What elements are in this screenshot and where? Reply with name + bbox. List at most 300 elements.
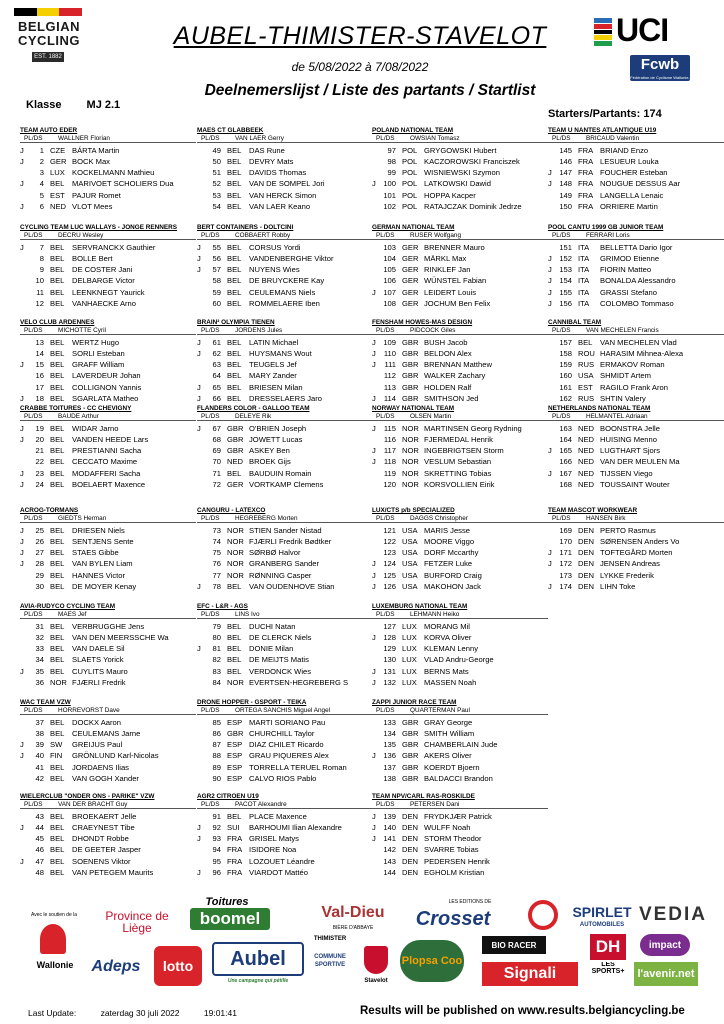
- rider-name: MARTINSEN Georg Rydning: [424, 423, 522, 433]
- last-update: [28, 1008, 259, 1018]
- rider-nationality: DEN: [578, 536, 595, 546]
- rider-row: [372, 643, 548, 654]
- rider-name: PERTO Rasmus: [600, 525, 656, 535]
- team-block: [197, 507, 373, 592]
- rider-row: [372, 750, 548, 761]
- team-block: [197, 405, 373, 490]
- rider-name: HOPPA Kacper: [424, 190, 476, 200]
- rider-bib-number: 12: [35, 298, 44, 308]
- rider-bib-number: 130: [383, 655, 396, 665]
- rider-nationality: FRA: [227, 845, 243, 855]
- pl-ds-label: PL/DS: [201, 412, 220, 420]
- rider-row: [548, 156, 724, 167]
- rider-row: [197, 275, 373, 286]
- rider-nationality: NOR: [402, 457, 419, 467]
- rider-row: [372, 833, 548, 844]
- rider-junior-flag: J: [197, 337, 201, 347]
- rider-bib-number: 167: [559, 468, 572, 478]
- rider-bib-number: 37: [35, 717, 44, 727]
- team-name: CYCLING TEAM LUC WALLAYS - JONGE RENNERS: [20, 224, 178, 231]
- rider-name: SHMIDT Artem: [600, 371, 651, 381]
- team-director: [197, 707, 373, 715]
- rider-name: TOFTEGÅRD Morten: [600, 548, 673, 558]
- rider-nationality: GER: [402, 265, 419, 275]
- pl-ds-label: PL/DS: [376, 134, 395, 142]
- rider-bib-number: 8: [39, 253, 44, 263]
- rider-nationality: BEL: [50, 457, 65, 467]
- team-director: [372, 801, 548, 809]
- team-director: [197, 801, 373, 809]
- rider-bib-number: 150: [559, 201, 572, 211]
- team-director: [372, 611, 548, 619]
- director-name: OLSEN Martin: [410, 412, 452, 420]
- rider-bib-number: 118: [383, 457, 396, 467]
- rider-bib-number: 35: [35, 666, 44, 676]
- rider-name: LYKKE Frederik: [600, 570, 654, 580]
- rider-bib-number: 27: [35, 548, 44, 558]
- rider-row: [20, 677, 196, 688]
- rider-bib-number: 109: [383, 337, 396, 347]
- rider-bib-number: 112: [383, 371, 396, 381]
- rider-bib-number: 99: [387, 168, 396, 178]
- team-block: [372, 405, 548, 490]
- pl-ds-label: PL/DS: [552, 326, 571, 334]
- rider-bib-number: 161: [559, 382, 572, 392]
- rider-row: [20, 242, 196, 253]
- rider-row: [372, 581, 548, 592]
- rider-bib-number: 85: [212, 717, 221, 727]
- rider-name: TOUSSAINT Wouter: [600, 479, 670, 489]
- director-name: MICHOTTE Cyril: [58, 326, 106, 334]
- rider-row: [372, 382, 548, 393]
- rider-junior-flag: [197, 621, 207, 632]
- rider-row: [20, 264, 196, 275]
- rider-junior-flag: J: [372, 834, 376, 844]
- team-name: ZAPPI JUNIOR RACE TEAM: [372, 699, 457, 706]
- rider-name: LEENKNEGT Yaurick: [72, 287, 145, 297]
- rider-junior-flag: J: [20, 360, 24, 370]
- rider-junior-flag: J: [20, 525, 24, 535]
- rider-name: MARIVOET SCHOLIERS Dua: [72, 179, 174, 189]
- director-name: VAN LAER Gerry: [235, 134, 284, 142]
- team-name: NETHERLANDS NATIONAL TEAM: [548, 405, 651, 412]
- rider-nationality: NED: [50, 201, 67, 211]
- rider-bib-number: 140: [383, 822, 396, 832]
- rider-name: MARY Zander: [249, 371, 297, 381]
- rider-junior-flag: [548, 348, 558, 359]
- rider-junior-flag: J: [20, 145, 24, 155]
- rider-junior-flag: [197, 287, 207, 298]
- rider-name: VAN DER MEULEN Ma: [600, 457, 680, 467]
- stavelot-crest-icon: [364, 946, 388, 974]
- rider-row: [548, 570, 724, 581]
- rider-bib-number: 82: [212, 655, 221, 665]
- plopsa-coo-logo: Plopsa Coo: [400, 940, 464, 982]
- rider-name: EGHOLM Kristian: [424, 867, 485, 877]
- rider-junior-flag: [372, 434, 382, 445]
- rider-name: KACZOROWSKI Franciszek: [424, 156, 520, 166]
- rider-nationality: BEL: [50, 265, 65, 275]
- rider-name: DHONDT Robbe: [72, 834, 129, 844]
- rider-nationality: FRA: [578, 201, 594, 211]
- rider-junior-flag: [548, 190, 558, 201]
- rider-bib-number: 111: [384, 360, 396, 370]
- rider-row: [372, 337, 548, 348]
- rider-name: SKRETTING Tobias: [424, 468, 492, 478]
- rider-nationality: BEL: [227, 179, 242, 189]
- rider-row: [197, 666, 373, 677]
- rider-bib-number: 114: [383, 393, 396, 403]
- rider-nationality: DEN: [402, 845, 419, 855]
- rider-name: EVERTSEN-HEGREBERG S: [249, 677, 349, 687]
- rider-row: [197, 479, 373, 490]
- rider-junior-flag: [20, 728, 30, 739]
- rider-bib-number: 113: [383, 382, 396, 392]
- rider-name: HARASIM Mihnea-Alexa: [600, 348, 684, 358]
- rider-junior-flag: J: [20, 434, 24, 444]
- rider-nationality: SUI: [227, 822, 240, 832]
- rider-name: SMITH William: [424, 728, 475, 738]
- rider-junior-flag: J: [197, 265, 201, 275]
- dh-logo: DH: [590, 934, 626, 960]
- rider-nationality: BEL: [50, 717, 65, 727]
- rider-nationality: NOR: [227, 677, 244, 687]
- rider-nationality: BEL: [227, 655, 242, 665]
- rider-name: HANNES Victor: [72, 570, 126, 580]
- team-name: ACROG-TORMANS: [20, 507, 79, 514]
- rider-bib-number: 42: [35, 773, 44, 783]
- team-name: WIELERCLUB "ONDER ONS - PARIKE" VZW: [20, 793, 155, 800]
- rider-junior-flag: [372, 156, 382, 167]
- team-block: [548, 405, 724, 490]
- rider-nationality: GBR: [227, 423, 244, 433]
- team-name: LUX/CTS p/b SPECIALIZED: [372, 507, 455, 514]
- team-director: [20, 515, 196, 523]
- rider-name: DE CLERCK Niels: [249, 632, 312, 642]
- rider-name: VORTKAMP Clemens: [249, 479, 324, 489]
- rider-bib-number: 71: [212, 468, 221, 478]
- rider-bib-number: 4: [39, 179, 44, 189]
- class-value: MJ 2.1: [86, 99, 121, 111]
- rider-bib-number: 54: [212, 201, 221, 211]
- director-name: GIEDTS Herman: [58, 514, 107, 522]
- rider-name: RØNNING Casper: [249, 570, 312, 580]
- rider-bib-number: 168: [559, 479, 572, 489]
- rider-bib-number: 17: [35, 382, 44, 392]
- rider-junior-flag: [20, 833, 30, 844]
- rider-row: [197, 423, 373, 434]
- rider-bib-number: 117: [383, 446, 396, 456]
- rider-row: [548, 558, 724, 569]
- rider-nationality: LUX: [50, 168, 65, 178]
- team-director: [20, 611, 196, 619]
- rider-name: KLEMAN Lenny: [424, 644, 479, 654]
- team-block: [372, 699, 548, 784]
- rider-nationality: LUX: [402, 644, 417, 654]
- rider-bib-number: 74: [212, 536, 221, 546]
- rider-row: [372, 654, 548, 665]
- rider-nationality: NOR: [402, 423, 419, 433]
- uci-logo-text: UCI: [616, 12, 669, 48]
- rider-bib-number: 103: [383, 242, 396, 252]
- rider-nationality: GER: [402, 287, 419, 297]
- rider-nationality: BEL: [50, 762, 65, 772]
- rider-row: [548, 525, 724, 536]
- rider-nationality: USA: [402, 581, 418, 591]
- rider-nationality: BEL: [227, 393, 242, 403]
- rider-row: [197, 167, 373, 178]
- rider-junior-flag: J: [20, 156, 24, 166]
- rider-nationality: BEL: [50, 773, 65, 783]
- rider-junior-flag: [197, 547, 207, 558]
- rider-row: [548, 253, 724, 264]
- team-director: [197, 135, 373, 143]
- last-update-time: 19:01:41: [203, 1008, 237, 1018]
- rider-bib-number: 3: [39, 168, 44, 178]
- rider-junior-flag: J: [548, 559, 552, 569]
- rider-junior-flag: [372, 242, 382, 253]
- team-director: [20, 135, 196, 143]
- pl-ds-label: PL/DS: [201, 610, 220, 618]
- rider-junior-flag: J: [372, 287, 376, 297]
- pl-ds-label: PL/DS: [376, 231, 395, 239]
- pl-ds-label: PL/DS: [201, 231, 220, 239]
- team-director: [197, 515, 373, 523]
- rider-junior-flag: [197, 201, 207, 212]
- rider-bib-number: 78: [212, 581, 221, 591]
- rider-row: [372, 190, 548, 201]
- pl-ds-label: PL/DS: [24, 326, 43, 334]
- rider-name: GREIJUS Paul: [72, 740, 123, 750]
- rider-nationality: BEL: [227, 811, 242, 821]
- rider-bib-number: 171: [559, 548, 572, 558]
- rider-junior-flag: [20, 762, 30, 773]
- rider-nationality: GBR: [402, 728, 419, 738]
- rider-row: [548, 178, 724, 189]
- pl-ds-label: PL/DS: [552, 514, 571, 522]
- rider-nationality: USA: [402, 559, 418, 569]
- rider-row: [372, 856, 548, 867]
- rider-nationality: BEL: [50, 298, 65, 308]
- rider-nationality: DEN: [578, 559, 595, 569]
- rider-nationality: NOR: [402, 468, 419, 478]
- rider-row: [197, 468, 373, 479]
- rider-nationality: BEL: [50, 728, 65, 738]
- rider-bib-number: 44: [35, 822, 44, 832]
- rider-bib-number: 107: [383, 287, 396, 297]
- rider-nationality: BEL: [50, 666, 65, 676]
- rider-junior-flag: [20, 167, 30, 178]
- rider-nationality: GBR: [402, 348, 419, 358]
- rider-name: KORVA Oliver: [424, 632, 472, 642]
- uci-logo: [594, 12, 714, 52]
- valdieu-sub: BIÈRE D'ABBAYE: [332, 925, 374, 931]
- rider-name: CUYLITS Mauro: [72, 666, 128, 676]
- wallonie-logo: Wallonie: [36, 960, 74, 970]
- rider-row: [197, 201, 373, 212]
- rider-nationality: BEL: [227, 468, 242, 478]
- rider-bib-number: 32: [35, 632, 44, 642]
- rider-bib-number: 95: [212, 856, 221, 866]
- race-title: AUBEL-THIMISTER-STAVELOT: [173, 22, 547, 50]
- rider-bib-number: 115: [383, 423, 396, 433]
- rider-row: [372, 773, 548, 784]
- rider-junior-flag: [372, 145, 382, 156]
- rider-name: SVARRE Tobias: [424, 845, 479, 855]
- rider-name: WERTZ Hugo: [72, 337, 120, 347]
- rider-bib-number: 144: [383, 867, 396, 877]
- rider-row: [197, 298, 373, 309]
- rider-name: BOELAERT Maxence: [72, 479, 146, 489]
- rider-name: MOORE Viggo: [424, 536, 475, 546]
- pl-ds-label: PL/DS: [24, 412, 43, 420]
- rider-nationality: DEN: [402, 867, 419, 877]
- director-name: VAN MECHELEN Francis: [586, 326, 659, 334]
- rider-junior-flag: [20, 445, 30, 456]
- rider-nationality: BEL: [227, 168, 242, 178]
- rider-bib-number: 69: [212, 446, 221, 456]
- rider-name: SHTIN Valery: [600, 393, 646, 403]
- rider-name: BELLETTA Dario Igor: [600, 242, 673, 252]
- rider-junior-flag: J: [548, 548, 552, 558]
- rider-nationality: BEL: [50, 179, 65, 189]
- rider-row: [548, 337, 724, 348]
- team-block: [20, 319, 196, 404]
- rider-bib-number: 164: [559, 434, 572, 444]
- rider-bib-number: 89: [212, 762, 221, 772]
- rider-row: [372, 479, 548, 490]
- rider-junior-flag: [20, 632, 30, 643]
- rider-bib-number: 151: [559, 242, 572, 252]
- rider-bib-number: 84: [212, 677, 221, 687]
- rider-name: STAES Gibbe: [72, 548, 119, 558]
- team-director: [372, 515, 548, 523]
- rider-bib-number: 149: [559, 190, 572, 200]
- rider-junior-flag: [548, 359, 558, 370]
- pl-ds-label: PL/DS: [24, 706, 43, 714]
- team-name: POLAND NATIONAL TEAM: [372, 127, 454, 134]
- rider-nationality: NED: [578, 479, 595, 489]
- team-director: [197, 611, 373, 619]
- rider-junior-flag: [372, 264, 382, 275]
- rider-junior-flag: [197, 370, 207, 381]
- director-name: LEHMANN Heiko: [410, 610, 460, 618]
- rider-row: [372, 393, 548, 404]
- rider-bib-number: 153: [559, 265, 572, 275]
- pl-ds-label: PL/DS: [24, 610, 43, 618]
- rider-row: [372, 739, 548, 750]
- rider-junior-flag: [372, 717, 382, 728]
- rider-junior-flag: J: [372, 457, 376, 467]
- rider-name: LAVERDEUR Johan: [72, 371, 141, 381]
- impact-logo: impact: [640, 934, 690, 956]
- rider-name: TORRELLA TERUEL Roman: [249, 762, 347, 772]
- rider-junior-flag: J: [20, 242, 24, 252]
- rider-name: CHAMBERLAIN Jude: [424, 740, 498, 750]
- startlist-subtitle: Deelnemerslijst / Liste des partants / Startlist: [204, 82, 536, 99]
- rider-nationality: ITA: [578, 242, 590, 252]
- rider-bib-number: 5: [39, 190, 44, 200]
- team-director: [372, 413, 548, 421]
- team-director: [197, 413, 373, 421]
- team-block: [548, 507, 724, 592]
- rider-junior-flag: [197, 468, 207, 479]
- rider-name: VERBRUGGHE Jens: [72, 621, 145, 631]
- rider-row: [197, 456, 373, 467]
- rider-nationality: NOR: [227, 570, 244, 580]
- rider-row: [372, 167, 548, 178]
- team-name: BERT CONTAINERS - DOLTCINI: [197, 224, 294, 231]
- rider-junior-flag: [372, 298, 382, 309]
- team-name: CRABBE TOITURES - CC CHEVIGNY: [20, 405, 132, 412]
- rider-bib-number: 136: [383, 751, 396, 761]
- rider-nationality: GBR: [402, 360, 419, 370]
- rider-nationality: FRA: [227, 856, 243, 866]
- rider-nationality: POL: [402, 145, 418, 155]
- rider-nationality: BEL: [227, 298, 242, 308]
- rider-name: GRISEL Matys: [249, 834, 299, 844]
- rider-row: [20, 844, 196, 855]
- rider-bib-number: 138: [383, 773, 396, 783]
- rider-name: VAN MECHELEN Vlad: [600, 337, 677, 347]
- rider-name: VESLUM Sebastian: [424, 457, 492, 467]
- rider-name: WULFF Noah: [424, 822, 471, 832]
- rider-name: ERMAKOV Roman: [600, 360, 665, 370]
- rider-nationality: FRA: [227, 834, 243, 844]
- rider-junior-flag: [20, 275, 30, 286]
- rider-bib-number: 163: [559, 423, 572, 433]
- rider-row: [548, 370, 724, 381]
- rider-junior-flag: [197, 666, 207, 677]
- rider-bib-number: 13: [35, 337, 44, 347]
- rider-junior-flag: J: [548, 581, 552, 591]
- rider-nationality: BEL: [227, 632, 242, 642]
- rider-name: GRANBERG Sander: [249, 559, 320, 569]
- rider-bib-number: 94: [212, 845, 221, 855]
- pl-ds-label: PL/DS: [201, 800, 220, 808]
- rider-nationality: EST: [578, 382, 593, 392]
- rider-name: VAN HERCK Simon: [249, 190, 317, 200]
- rider-junior-flag: [197, 275, 207, 286]
- rider-junior-flag: J: [20, 423, 24, 433]
- rider-row: [372, 287, 548, 298]
- rider-row: [20, 337, 196, 348]
- rider-name: DE BRUYCKERE Kay: [249, 276, 325, 286]
- rider-bib-number: 56: [212, 253, 221, 263]
- rider-junior-flag: J: [197, 253, 201, 263]
- rider-row: [197, 844, 373, 855]
- rider-row: [372, 677, 548, 688]
- rider-row: [197, 750, 373, 761]
- director-name: BRICAUD Valentin: [586, 134, 640, 142]
- pl-ds-label: PL/DS: [376, 412, 395, 420]
- rider-bib-number: 165: [559, 446, 572, 456]
- rider-name: VERDONCK Wies: [249, 666, 312, 676]
- rider-junior-flag: J: [20, 468, 24, 478]
- rider-name: ROMMELAERE Iben: [249, 298, 320, 308]
- rider-row: [548, 201, 724, 212]
- pl-ds-label: PL/DS: [552, 231, 571, 239]
- dh-sub: LES SPORTS+: [591, 962, 625, 974]
- rider-row: [197, 190, 373, 201]
- rider-bib-number: 160: [559, 371, 572, 381]
- rider-name: MASSEN Noah: [424, 677, 477, 687]
- rider-bib-number: 1: [39, 145, 44, 155]
- rider-bib-number: 10: [35, 276, 44, 286]
- rider-nationality: FRA: [578, 156, 594, 166]
- rider-junior-flag: J: [197, 581, 201, 591]
- rider-junior-flag: [197, 728, 207, 739]
